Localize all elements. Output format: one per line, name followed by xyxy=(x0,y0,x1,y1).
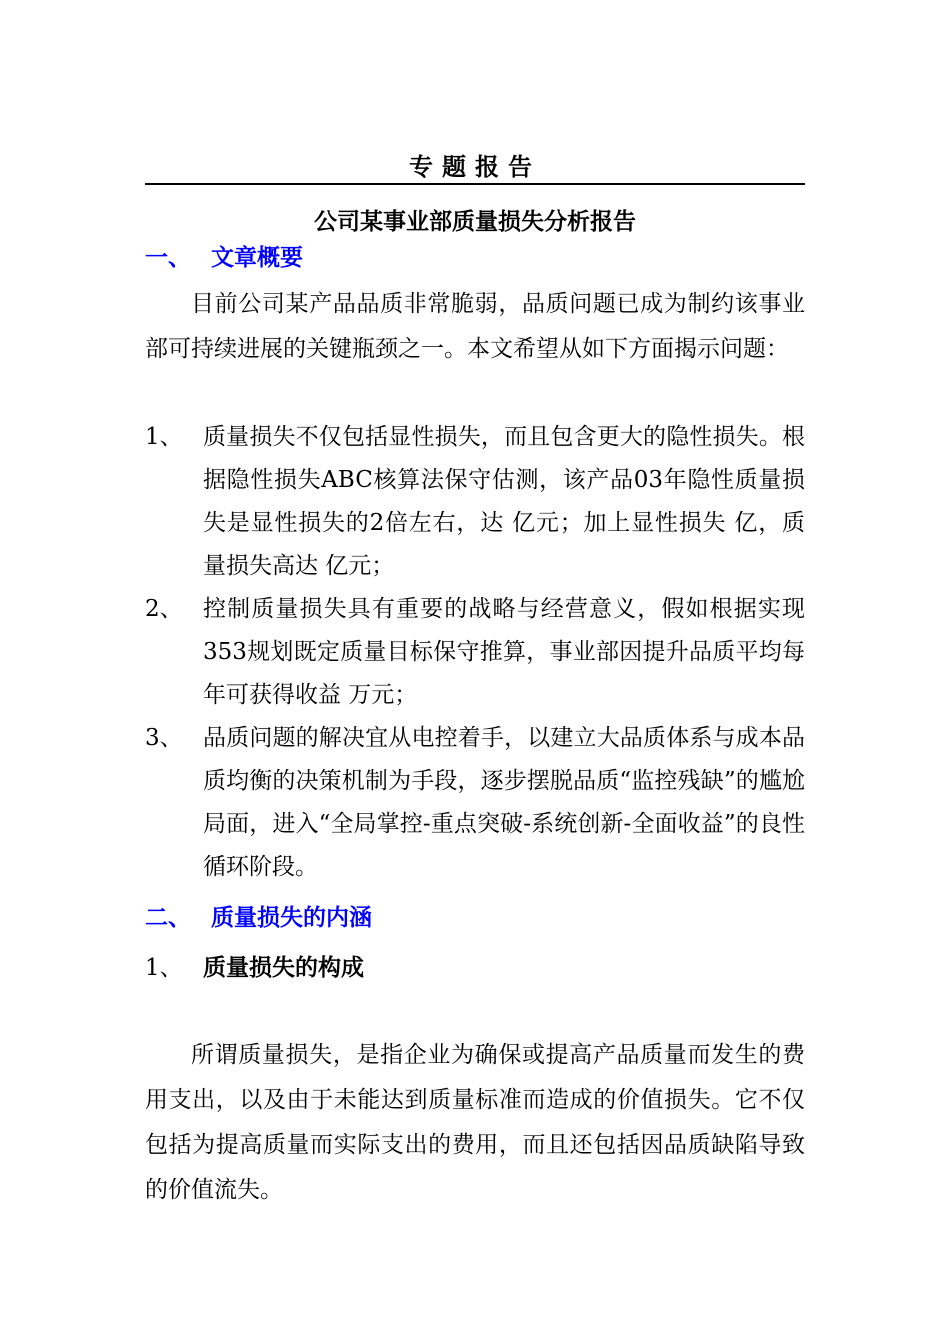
section-title: 质量损失的内涵 xyxy=(211,904,372,931)
definition-paragraph: 所谓质量损失，是指企业为确保或提高产品质量而发生的费用支出，以及由于未能达到质量标准而造成的价值损失。它不仅包括为提高质量而实际支出的费用，而且还包括因品质缺陷导致的价值流失。 xyxy=(145,1042,805,1203)
section-number: 二、 xyxy=(145,904,191,931)
header-rule xyxy=(145,183,805,185)
section-heading-overview xyxy=(145,240,303,276)
list-item-number: 3、 xyxy=(145,725,183,751)
subsection-heading xyxy=(145,950,364,986)
list-item-text: 控制质量损失具有重要的战略与经营意义，假如根据实现353规划既定质量目标保守推算，事业部因提升品质平均每年可获得收益 万元； xyxy=(203,596,805,708)
section-number: 一、 xyxy=(145,244,191,271)
list-item-text: 品质问题的解决宜从电控着手，以建立大品质体系与成本品质均衡的决策机制为手段，逐步摆脱品质“监控残缺”的尴尬局面，进入“全局掌控-重点突破-系统创新-全面收益”的良性循环阶段。 xyxy=(203,725,805,880)
report-type-title: 专题报告 xyxy=(409,153,541,181)
list-item xyxy=(145,416,805,588)
list-item xyxy=(145,588,805,717)
section-title: 文章概要 xyxy=(211,244,303,271)
subsection-title: 质量损失的构成 xyxy=(203,954,364,981)
section-heading-quality-loss xyxy=(145,900,372,936)
list-item-number: 2、 xyxy=(145,596,183,622)
list-item xyxy=(145,717,805,889)
list-item-text: 质量损失不仅包括显性损失，而且包含更大的隐性损失。根据隐性损失ABC核算法保守估测，该产品03年隐性质量损失是显性损失的2倍左右，达 亿元；加上显性损失 亿，质量损失高达 亿元； xyxy=(203,424,805,579)
list-item-number: 1、 xyxy=(145,424,183,450)
document-title: 公司某事业部质量损失分析报告 xyxy=(314,208,636,235)
subsection-number: 1、 xyxy=(145,955,183,981)
overview-paragraph: 目前公司某产品品质非常脆弱，品质问题已成为制约该事业部可持续进展的关键瓶颈之一。本文希望从如下方面揭示问题： xyxy=(145,291,805,362)
